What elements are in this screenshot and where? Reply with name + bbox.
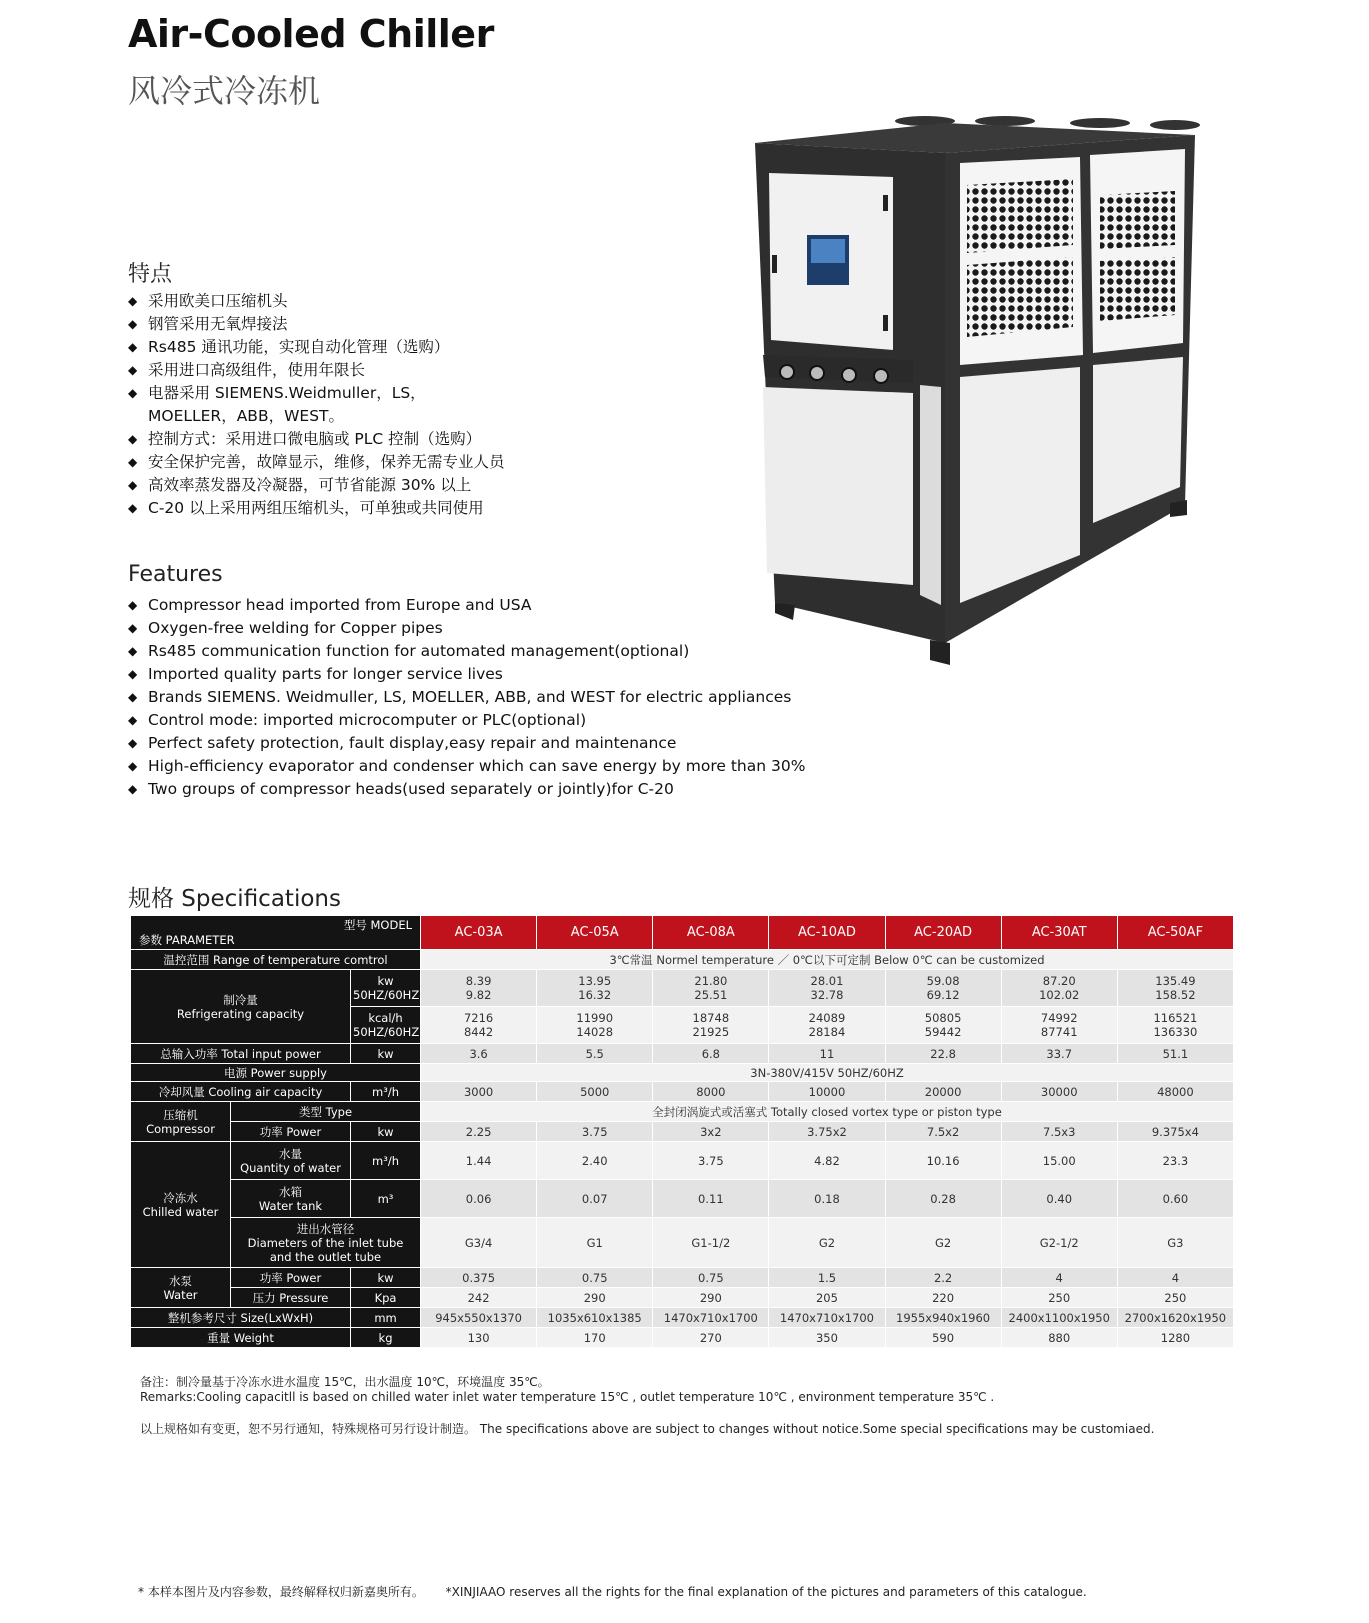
table-cell: 30000 (1001, 1082, 1117, 1102)
table-cell: 2.40 (537, 1142, 653, 1180)
table-cell: G2 (769, 1218, 885, 1268)
model-header: AC-20AD (885, 916, 1001, 950)
list-item: ◆ 安全保护完善，故障显示，维修，保养无需专业人员 (128, 451, 505, 474)
row-label-cn: 冷冻水 (163, 1190, 198, 1205)
sub-label: 功率 Power (231, 1268, 351, 1288)
sub-label-en: Water tank (258, 1198, 323, 1213)
table-row (131, 1082, 1234, 1102)
table-cell: 0.75 (653, 1268, 769, 1288)
remark-cn: 备注：制冷量基于冷冻水进水温度 15℃，出水温度 10℃，环境温度 35℃。 (140, 1375, 550, 1389)
list-item: ◆ 采用进口高级组件，使用年限长 (128, 359, 505, 382)
spec-table (130, 915, 1234, 1348)
cell-value: 14028 (576, 1025, 614, 1039)
sub-label (231, 1218, 421, 1268)
list-item: ◆ 高效率蒸发器及冷凝器，可节省能源 30% 以上 (128, 474, 505, 497)
table-cell: 4 (1001, 1268, 1117, 1288)
table-cell (885, 970, 1001, 1007)
unit-cell: m³/h (351, 1142, 421, 1180)
table-row (131, 1328, 1234, 1348)
cell-value: 16.32 (578, 988, 612, 1002)
unit-text: kw (377, 974, 394, 988)
list-item: ◆ High-efficiency evaporator and condenser which can save energy by more than 30% (128, 755, 805, 778)
unit-cell: m³/h (351, 1082, 421, 1102)
cell-value: 136330 (1153, 1025, 1198, 1039)
table-cell: 7.5x3 (1001, 1122, 1117, 1142)
row-label-cn: 制冷量 (223, 992, 258, 1007)
unit-cell: kw (351, 1122, 421, 1142)
table-corner (131, 916, 421, 950)
table-cell: G3 (1117, 1218, 1233, 1268)
table-cell: 3.75 (537, 1122, 653, 1142)
row-label: 整机参考尺寸 Size(LxWxH) (131, 1308, 351, 1328)
unit-cell: mm (351, 1308, 421, 1328)
model-header: AC-05A (537, 916, 653, 950)
table-cell (885, 1007, 1001, 1044)
page-title: Air-Cooled Chiller (128, 12, 494, 56)
table-cell: 3N-380V/415V 50HZ/60HZ (421, 1064, 1234, 1082)
table-cell: 4 (1117, 1268, 1233, 1288)
table-cell: 23.3 (1117, 1142, 1233, 1180)
table-cell: 10.16 (885, 1142, 1001, 1180)
row-label (131, 1142, 231, 1268)
table-cell: 0.07 (537, 1180, 653, 1218)
unit-cell: kw (351, 1044, 421, 1064)
cell-value: 9.82 (465, 988, 492, 1002)
table-cell: 1955x940x1960 (885, 1308, 1001, 1328)
footer-note (138, 1583, 1087, 1600)
unit-cell (351, 1007, 421, 1044)
model-label: 型号 MODEL (343, 918, 413, 932)
table-cell: G1-1/2 (653, 1218, 769, 1268)
table-row (131, 1044, 1234, 1064)
sub-label-en: Diameters of the inlet tube (247, 1235, 404, 1250)
cell-value: 87.20 (1042, 974, 1076, 988)
table-cell (769, 970, 885, 1007)
table-cell: 3.6 (421, 1044, 537, 1064)
table-cell: 2700x1620x1950 (1117, 1308, 1233, 1328)
table-cell: 3x2 (653, 1122, 769, 1142)
table-cell: 5000 (537, 1082, 653, 1102)
table-cell: 3.75x2 (769, 1122, 885, 1142)
table-cell (421, 970, 537, 1007)
table-cell (1001, 970, 1117, 1007)
row-label (131, 970, 351, 1044)
cell-value: 21925 (692, 1025, 730, 1039)
cell-value: 8.39 (465, 974, 492, 988)
table-row (131, 950, 1234, 970)
list-item: ◆ Perfect safety protection, fault display,easy repair and maintenance (128, 732, 805, 755)
table-cell: 48000 (1117, 1082, 1233, 1102)
table-cell (769, 1007, 885, 1044)
model-header: AC-10AD (769, 916, 885, 950)
list-item: ◆ Two groups of compressor heads(used separately or jointly)for C-20 (128, 778, 805, 801)
chiller-product-image (755, 115, 1240, 665)
table-row (131, 1288, 1234, 1308)
list-item: ◆ Rs485 通讯功能，实现自动化管理（选购） (128, 336, 505, 359)
cell-value: 13.95 (578, 974, 612, 988)
list-item: ◆ 电器采用 SIEMENS.Weidmuller，LS， (128, 382, 505, 405)
table-cell: 205 (769, 1288, 885, 1308)
sub-label-en: and the outlet tube (269, 1249, 382, 1264)
unit-cell: kg (351, 1328, 421, 1348)
list-item: ◆ Oxygen-free welding for Copper pipes (128, 617, 805, 640)
table-cell: 270 (653, 1328, 769, 1348)
footer-cn: * 本样本图片及内容参数，最终解释权归新嘉奥所有。 (138, 1585, 424, 1599)
table-cell: 1470x710x1700 (653, 1308, 769, 1328)
features-cn-heading: 特点 (128, 262, 173, 287)
row-label (131, 1268, 231, 1308)
table-cell: 0.06 (421, 1180, 537, 1218)
list-item-continuation: MOELLER，ABB，WEST。 (148, 407, 344, 425)
table-cell: 2400x1100x1950 (1001, 1308, 1117, 1328)
table-cell: 20000 (885, 1082, 1001, 1102)
table-cell: 1280 (1117, 1328, 1233, 1348)
table-row (131, 1064, 1234, 1082)
table-cell: 4.82 (769, 1142, 885, 1180)
table-row (131, 1180, 1234, 1218)
table-cell: 9.375x4 (1117, 1122, 1233, 1142)
table-row (131, 1142, 1234, 1180)
cell-value: 59.08 (926, 974, 960, 988)
list-item: ◆ Compressor head imported from Europe and USA (128, 594, 805, 617)
list-item: ◆ C-20 以上采用两组压缩机头，可单独或共同使用 (128, 497, 505, 520)
table-cell (653, 1007, 769, 1044)
cell-value: 116521 (1153, 1011, 1198, 1025)
list-item: ◆ 采用欧美口压缩机头 (128, 290, 505, 313)
table-cell (537, 1007, 653, 1044)
table-row (131, 1122, 1234, 1142)
model-header: AC-30AT (1001, 916, 1117, 950)
row-label-en: Water (163, 1287, 198, 1302)
sub-label: 类型 Type (231, 1102, 421, 1122)
list-item: ◆ 控制方式：采用进口微电脑或 PLC 控制（选购） (128, 428, 505, 451)
unit-cell: kw (351, 1268, 421, 1288)
cell-value: 8442 (463, 1025, 494, 1039)
sub-label (231, 1142, 351, 1180)
cell-value: 28.01 (810, 974, 844, 988)
table-cell: 0.18 (769, 1180, 885, 1218)
table-cell: 290 (653, 1288, 769, 1308)
table-cell: 250 (1117, 1288, 1233, 1308)
table-cell: 220 (885, 1288, 1001, 1308)
sub-label-cn: 水量 (279, 1146, 302, 1161)
sub-label: 功率 Power (231, 1122, 351, 1142)
table-cell (653, 970, 769, 1007)
sub-label-cn: 水箱 (279, 1184, 302, 1199)
table-cell: 170 (537, 1328, 653, 1348)
list-item: ◆ Imported quality parts for longer service lives (128, 663, 805, 686)
features-en-list (128, 594, 805, 801)
table-cell: 0.28 (885, 1180, 1001, 1218)
footer-en: *XINJIAAO reserves all the rights for the final explanation of the pictures and parameters of this catalogue. (445, 1585, 1087, 1599)
table-row (131, 916, 1234, 950)
table-cell: 242 (421, 1288, 537, 1308)
cell-value: 11990 (576, 1011, 614, 1025)
sub-label (231, 1180, 351, 1218)
table-cell: 290 (537, 1288, 653, 1308)
table-cell: 6.8 (653, 1044, 769, 1064)
cell-value: 69.12 (926, 988, 960, 1002)
table-cell: 1.5 (769, 1268, 885, 1288)
table-cell: 全封闭涡旋式或活塞式 Totally closed vortex type or piston type (421, 1102, 1234, 1122)
table-cell: 0.60 (1117, 1180, 1233, 1218)
features-en-heading: Features (128, 562, 223, 587)
sub-label: 压力 Pressure (231, 1288, 351, 1308)
table-cell: 15.00 (1001, 1142, 1117, 1180)
unit-text: 50HZ/60HZ (353, 1025, 420, 1039)
table-cell: 1035x610x1385 (537, 1308, 653, 1328)
table-cell: 1.44 (421, 1142, 537, 1180)
table-cell: 3.75 (653, 1142, 769, 1180)
table-cell: 51.1 (1117, 1044, 1233, 1064)
table-cell: 0.375 (421, 1268, 537, 1288)
row-label: 温控范围 Range of temperature comtrol (131, 950, 421, 970)
row-label: 重量 Weight (131, 1328, 351, 1348)
table-cell: G2-1/2 (1001, 1218, 1117, 1268)
table-row (131, 1308, 1234, 1328)
param-label: 参数 PARAMETER (139, 933, 235, 947)
cell-value: 28184 (808, 1025, 846, 1039)
table-cell: 8000 (653, 1082, 769, 1102)
table-cell: 0.11 (653, 1180, 769, 1218)
spec-heading: 规格 Specifications (128, 886, 341, 912)
table-cell (1117, 970, 1233, 1007)
table-cell: G2 (885, 1218, 1001, 1268)
cell-value: 24089 (808, 1011, 846, 1025)
cell-value: 158.52 (1155, 988, 1196, 1002)
model-header: AC-08A (653, 916, 769, 950)
features-cn-list (128, 290, 505, 520)
table-row (131, 1218, 1234, 1268)
table-cell: 130 (421, 1328, 537, 1348)
table-cell: 350 (769, 1328, 885, 1348)
row-label-en: Compressor (146, 1121, 215, 1136)
list-item: ◆ 钢管采用无氧焊接法 (128, 313, 505, 336)
unit-cell: Kpa (351, 1288, 421, 1308)
unit-cell (351, 970, 421, 1007)
cell-value: 25.51 (694, 988, 728, 1002)
table-cell: 590 (885, 1328, 1001, 1348)
cell-value: 102.02 (1039, 988, 1080, 1002)
table-cell: 2.25 (421, 1122, 537, 1142)
table-cell: 1470x710x1700 (769, 1308, 885, 1328)
table-cell (537, 970, 653, 1007)
table-cell: 945x550x1370 (421, 1308, 537, 1328)
table-cell: 2.2 (885, 1268, 1001, 1288)
row-label-en: Refrigerating capacity (176, 1006, 305, 1021)
page-title-cn: 风冷式冷冻机 (128, 72, 321, 110)
cell-value: 87741 (1040, 1025, 1078, 1039)
table-cell: 11 (769, 1044, 885, 1064)
row-label: 冷却风量 Cooling air capacity (131, 1082, 351, 1102)
cell-value: 59442 (924, 1025, 962, 1039)
list-item: ◆ Brands SIEMENS. Weidmuller, LS, MOELLER, ABB, and WEST for electric appliances (128, 686, 805, 709)
sub-label-en: Quantity of water (240, 1160, 341, 1175)
table-cell: 7.5x2 (885, 1122, 1001, 1142)
model-header: AC-50AF (1117, 916, 1233, 950)
remark-en: Remarks:Cooling capacitll is based on chilled water inlet water temperature 15℃ , outlet temperature 10℃ , environment temperature 35℃ . (140, 1390, 995, 1404)
cell-value: 18748 (692, 1011, 730, 1025)
model-header: AC-03A (421, 916, 537, 950)
table-cell: 33.7 (1001, 1044, 1117, 1064)
table-cell: 3000 (421, 1082, 537, 1102)
table-cell (421, 1007, 537, 1044)
table-cell: 0.75 (537, 1268, 653, 1288)
row-label: 电源 Power supply (131, 1064, 421, 1082)
row-label (131, 1102, 231, 1142)
cell-value: 135.49 (1155, 974, 1196, 988)
row-label: 总输入功率 Total input power (131, 1044, 351, 1064)
cell-value: 32.78 (810, 988, 844, 1002)
row-label-en: Chilled water (142, 1204, 219, 1219)
unit-cell: m³ (351, 1180, 421, 1218)
row-label-cn: 水泵 (169, 1273, 192, 1288)
table-row (131, 1102, 1234, 1122)
unit-text: kcal/h (368, 1011, 403, 1025)
cell-value: 21.80 (694, 974, 728, 988)
unit-text: 50HZ/60HZ (353, 988, 420, 1002)
table-cell: 250 (1001, 1288, 1117, 1308)
table-row (131, 1268, 1234, 1288)
table-cell: G1 (537, 1218, 653, 1268)
cell-value: 50805 (924, 1011, 962, 1025)
list-item: ◆ Control mode: imported microcomputer or PLC(optional) (128, 709, 805, 732)
table-cell (1001, 1007, 1117, 1044)
table-cell: 3℃常温 Normel temperature ／ 0℃以下可定制 Below 0℃ can be customized (421, 950, 1234, 970)
table-cell: 10000 (769, 1082, 885, 1102)
list-item: ◆ Rs485 communication function for automated management(optional) (128, 640, 805, 663)
table-row (131, 970, 1234, 1007)
table-cell: 880 (1001, 1328, 1117, 1348)
table-cell: 5.5 (537, 1044, 653, 1064)
cell-value: 7216 (463, 1011, 494, 1025)
table-cell: 0.40 (1001, 1180, 1117, 1218)
table-cell: G3/4 (421, 1218, 537, 1268)
table-cell (1117, 1007, 1233, 1044)
sub-label-cn: 进出水管径 (296, 1221, 355, 1236)
cell-value: 74992 (1040, 1011, 1078, 1025)
table-cell: 22.8 (885, 1044, 1001, 1064)
row-label-cn: 压缩机 (163, 1107, 198, 1122)
spec-change-notice: 以上规格如有变更，恕不另行通知，特殊规格可另行设计制造。 The specifications above are subject to changes without notice.Some special specifications may be customiaed. (140, 1422, 1155, 1436)
